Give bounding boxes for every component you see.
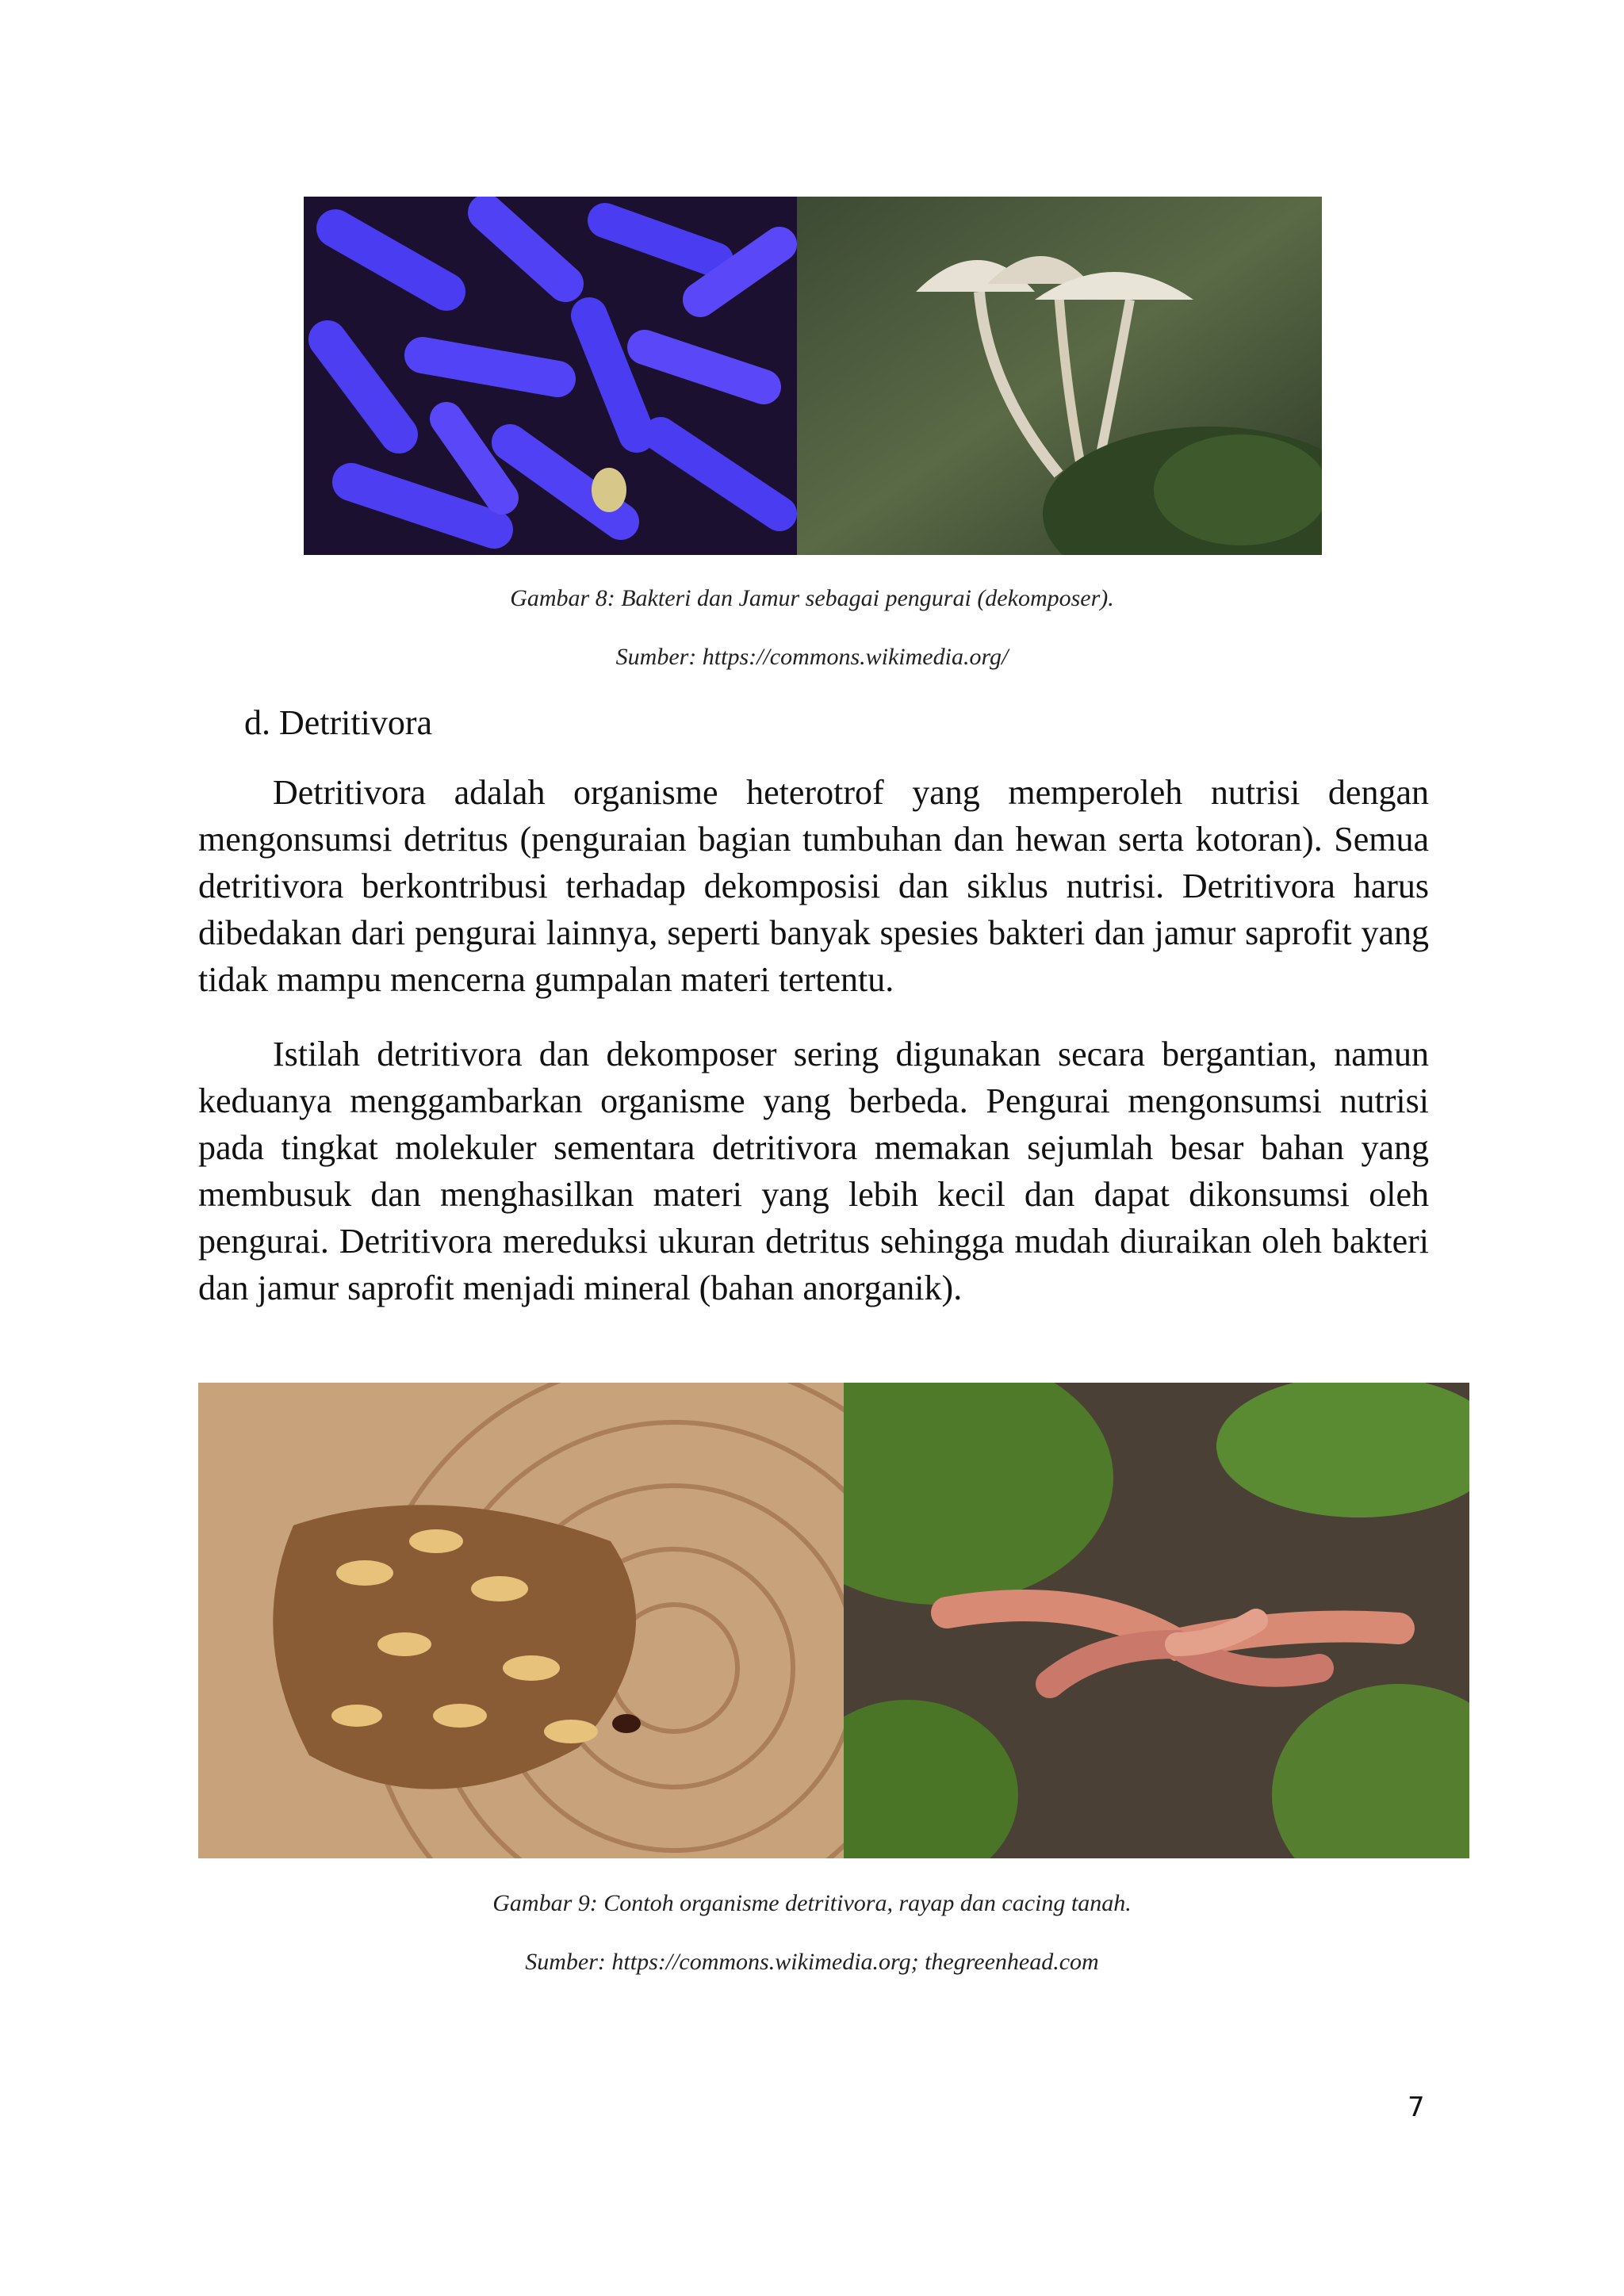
- earthworm-photo: [844, 1383, 1469, 1858]
- figure-8-caption: Gambar 8: Bakteri dan Jamur sebagai pengurai (dekomposer).: [510, 585, 1114, 611]
- page-number: 7: [1408, 2091, 1425, 2123]
- figure-9-source: Sumber: https://commons.wikimedia.org; thegreenhead.com: [525, 1949, 1099, 1975]
- mushroom-photo: [797, 197, 1322, 555]
- figure-9-caption: Gambar 9: Contoh organisme detritivora, rayap dan cacing tanah.: [492, 1890, 1132, 1916]
- bacteria-photo: [304, 197, 797, 555]
- figure-8-source: Sumber: https://commons.wikimedia.org/: [615, 644, 1009, 670]
- termite-photo: [198, 1383, 844, 1858]
- paragraph-1: Detritivora adalah organisme heterotrof yang memperoleh nutrisi dengan mengonsumsi detritus (penguraian bagian tumbuhan dan hewan serta kotoran). Semua detritivora berkontribusi terhadap dekomposisi dan siklus nutrisi. Detritivora harus dibedakan dari pengurai lainnya, seperti banyak spesies bakteri dan jamur saprofit yang tidak mampu mencerna gumpalan materi tertentu.: [198, 773, 1429, 999]
- section-heading: d. Detritivora: [244, 703, 433, 742]
- paragraph-2: Istilah detritivora dan dekomposer sering digunakan secara bergantian, namun keduanya menggambarkan organisme yang berbeda. Pengurai mengonsumsi nutrisi pada tingkat molekuler sementara detritivora memakan sejumlah besar bahan yang membusuk dan menghasilkan materi yang lebih kecil dan dapat dikonsumsi oleh pengurai. Detritivora mereduksi ukuran detritus sehingga mudah diuraikan oleh bakteri dan jamur saprofit menjadi mineral (bahan anorganik).: [198, 1035, 1429, 1307]
